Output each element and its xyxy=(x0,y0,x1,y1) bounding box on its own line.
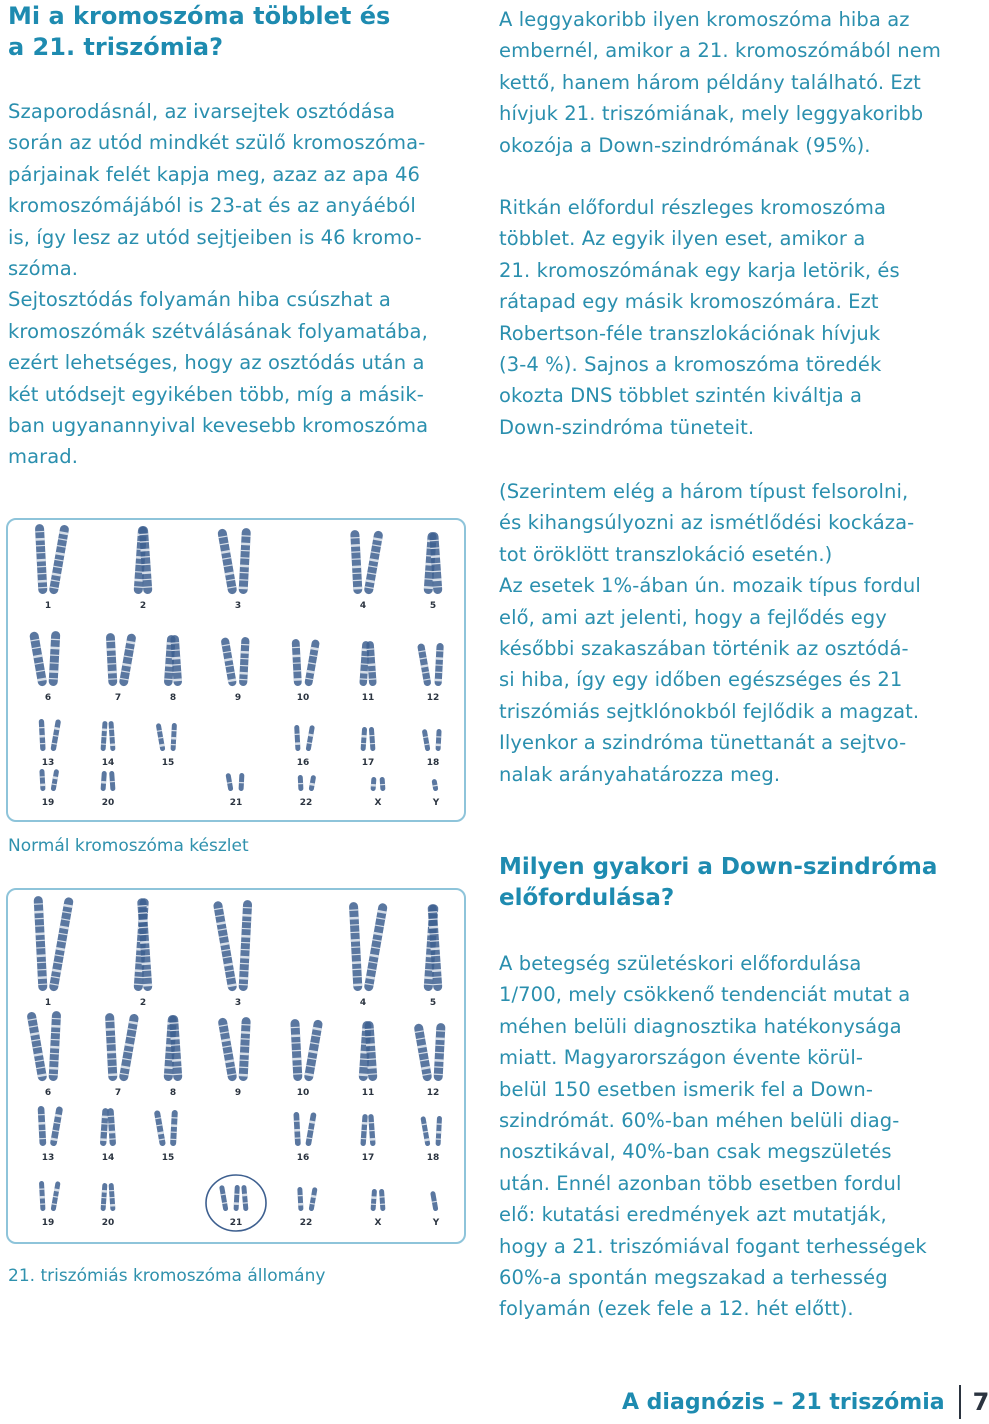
text-line: után. Ennél azonban több esetben fordul xyxy=(499,1171,902,1195)
chromosome-shape xyxy=(49,631,61,686)
chromosome-number-label: 4 xyxy=(359,601,367,611)
section-title-frequency xyxy=(499,852,937,914)
chromosome-shape xyxy=(434,643,443,686)
chromosome-shape xyxy=(29,631,47,687)
chromosome-shape xyxy=(371,1189,378,1211)
text-line: elő: kutatási eredmények azt mutatják, xyxy=(499,1203,887,1227)
chromosome-shape xyxy=(108,721,115,751)
text-line: 60%-a spontán megszakad a terhesség xyxy=(499,1266,888,1290)
chromosome-shape xyxy=(306,725,315,751)
chromosome-number-label: 8 xyxy=(169,693,177,703)
chromosome-shape xyxy=(101,771,107,791)
text-line: hogy a 21. triszómiával fogant terhességek xyxy=(499,1234,927,1258)
page-number: 7 xyxy=(972,1388,989,1416)
chromosome-shape xyxy=(220,637,237,687)
chromosome-shape xyxy=(422,729,431,752)
chromosome-number-label: Y xyxy=(432,1218,440,1228)
chromosome-shape xyxy=(239,1017,251,1081)
chromosome-shape xyxy=(369,727,376,751)
chromosome-number-label: 3 xyxy=(234,998,242,1008)
text-line: tot öröklött transzlokáció esetén.) xyxy=(499,542,833,566)
text-line: 1/700, mely csökkenő tendenciát mutat a xyxy=(499,983,911,1007)
chromosome-shape xyxy=(241,1185,248,1211)
chromosome-number-label: 4 xyxy=(359,998,367,1008)
chromosome-shape xyxy=(239,637,250,686)
chromosome-number-label: 22 xyxy=(299,1218,313,1228)
text-line: Ritkán előfordul részleges kromoszóma xyxy=(499,196,887,219)
chromosome-number-label: 7 xyxy=(114,693,122,703)
chromosome-number-label: 5 xyxy=(429,998,437,1008)
chromosome-shape xyxy=(234,1185,240,1211)
text-line: folyamán (ezek fele a 12. hét előtt). xyxy=(499,1297,854,1321)
paragraph-frequency xyxy=(499,948,927,1325)
text-line: miatt. Magyarországon évente körül- xyxy=(499,1046,864,1070)
chromosome-number-label: 16 xyxy=(296,1153,310,1163)
chromosome-number-label: 22 xyxy=(299,798,313,808)
chromosome-number-label: 10 xyxy=(296,693,310,703)
chromosome-shape xyxy=(154,1110,166,1146)
chromosome-number-label: 7 xyxy=(114,1088,122,1098)
text-line: szindrómát. 60%-ban méhen belüli diag- xyxy=(499,1109,900,1133)
chromosome-shape xyxy=(436,1116,443,1146)
normal-karyotype-image xyxy=(6,518,466,822)
chromosome-number-label: 8 xyxy=(169,1088,177,1098)
chromosome-shape xyxy=(297,1187,303,1211)
footer-section-title: A diagnózis – 21 triszómia xyxy=(622,1389,945,1415)
chromosome-shape xyxy=(309,775,317,792)
normal-karyotype-svg xyxy=(8,520,464,820)
chromosome-number-label: 12 xyxy=(426,1088,440,1098)
chromosome-shape xyxy=(436,729,442,751)
text-line: Robertson-féle transzlokációnak hívjuk xyxy=(499,321,881,345)
chromosome-shape xyxy=(366,641,377,686)
chromosome-shape xyxy=(380,777,386,791)
chromosome-shape xyxy=(350,530,362,594)
text-line: kromoszómájából is 23-at és az anyáéból xyxy=(8,194,416,218)
chromosome-shape xyxy=(309,1187,318,1212)
chromosome-shape xyxy=(417,643,432,687)
chromosome-number-label: 6 xyxy=(44,1088,52,1098)
chromosome-shape xyxy=(430,1191,438,1212)
title-line: előfordulása? xyxy=(499,885,675,911)
chromosome-number-label: 5 xyxy=(429,601,437,611)
chromosome-shape xyxy=(294,725,300,751)
chromosome-shape xyxy=(101,721,108,751)
text-line: és kihangsúlyozni az ismétlődési kockáza- xyxy=(499,511,915,535)
chromosome-shape xyxy=(119,633,137,687)
chromosome-shape xyxy=(217,528,237,595)
text-line: A betegség születéskori előfordulása xyxy=(499,952,862,975)
chromosome-shape xyxy=(239,900,253,991)
section-title-trisomy xyxy=(8,1,390,63)
chromosome-shape xyxy=(49,897,74,992)
trisomy-karyotype-caption: 21. triszómiás kromoszóma állomány xyxy=(8,1266,326,1286)
chromosome-number-label: 17 xyxy=(361,1153,375,1163)
text-line: méhen belüli diagnosztika hatékonysága xyxy=(499,1014,902,1038)
chromosome-number-label: 15 xyxy=(161,758,175,768)
text-line: Az esetek 1%-ában ún. mozaik típus fordul xyxy=(499,574,921,598)
chromosome-number-label: 18 xyxy=(426,1153,440,1163)
text-line: ezért lehetséges, hogy az osztódás után a xyxy=(8,351,425,375)
chromosome-shape xyxy=(171,723,177,751)
text-line: (3-4 %). Sajnos a kromoszóma töredék xyxy=(499,353,882,377)
chromosome-number-label: 18 xyxy=(426,758,440,768)
chromosome-number-label: 14 xyxy=(101,1153,115,1163)
chromosome-shape xyxy=(434,1023,446,1081)
text-line: kettő, hanem három példány található. Ezt xyxy=(499,70,921,94)
chromosome-shape xyxy=(39,769,45,791)
normal-karyotype-caption: Normál kromoszóma készlet xyxy=(8,836,249,856)
chromosome-shape xyxy=(156,723,166,751)
chromosome-shape xyxy=(368,1114,376,1146)
text-line: szóma. xyxy=(8,257,79,281)
chromosome-shape xyxy=(305,1112,316,1146)
text-line: belül 150 esetben ismerik fel a Down- xyxy=(499,1077,874,1101)
chromosome-shape xyxy=(38,1106,47,1146)
intro-paragraph xyxy=(8,96,428,473)
paragraph-mosaic xyxy=(499,476,921,790)
chromosome-shape xyxy=(106,633,118,686)
text-line: Ilyenkor a szindróma tünettanát a sejtvo- xyxy=(499,731,907,755)
chromosome-shape xyxy=(293,1112,300,1146)
text-line: okozója a Down-szindrómának (95%). xyxy=(499,133,871,157)
chromosome-shape xyxy=(304,639,320,687)
chromosome-shape xyxy=(51,1181,61,1211)
text-line: párjainak felét kapja meg, azaz az apa 46 xyxy=(8,162,420,186)
chromosome-shape xyxy=(50,719,61,751)
chromosome-shape xyxy=(35,524,48,594)
text-line: is, így lesz az utód sejtjeiben is 46 kromo- xyxy=(8,225,422,249)
chromosome-number-label: 20 xyxy=(101,1218,115,1228)
chromosome-shape xyxy=(107,1108,116,1146)
title-line: Mi a kromoszóma többlet és xyxy=(8,2,391,30)
chromosome-shape xyxy=(360,1114,368,1146)
text-line: során az utód mindkét szülő kromoszóma- xyxy=(8,131,426,155)
chromosome-shape xyxy=(371,777,377,791)
chromosome-number-label: 15 xyxy=(161,1153,175,1163)
text-line: ban ugyanannyival kevesebb kromoszóma xyxy=(8,414,429,438)
chromosome-number-label: 1 xyxy=(44,601,52,611)
chromosome-number-label: 2 xyxy=(139,601,147,611)
chromosome-shape xyxy=(431,779,438,792)
page-footer xyxy=(622,1382,989,1422)
chromosome-shape xyxy=(34,896,48,991)
text-line: 21. kromoszómának egy karja letörik, és xyxy=(499,258,900,282)
text-line: hívjuk 21. triszómiának, mely leggyakoribb xyxy=(499,102,924,126)
chromosome-shape xyxy=(361,727,368,751)
text-line: nosztikával, 40%-ban csak megszületés xyxy=(499,1140,892,1164)
chromosome-shape xyxy=(413,1023,432,1082)
chromosome-number-label: 13 xyxy=(41,1153,55,1163)
chromosome-shape xyxy=(100,1108,109,1146)
chromosome-shape xyxy=(39,1181,46,1211)
text-line: triszómiás sejtklónokból fejlődik a magzat. xyxy=(499,699,920,723)
text-line: (Szerintem elég a három típust felsorolni, xyxy=(499,480,909,503)
chromosome-shape xyxy=(119,1013,140,1082)
chromosome-shape xyxy=(349,902,363,991)
chromosome-shape xyxy=(290,1019,302,1081)
text-line: A leggyakoribb ilyen kromoszóma hiba az xyxy=(499,8,910,31)
chromosome-shape xyxy=(109,771,115,791)
chromosome-shape xyxy=(50,1106,64,1147)
text-line: két utódsejt egyikében több, míg a másik- xyxy=(8,382,424,406)
chromosome-number-label: 17 xyxy=(361,758,375,768)
text-line: Szaporodásnál, az ivarsejtek osztódása xyxy=(8,100,396,123)
title-line: a 21. triszómia? xyxy=(8,33,224,61)
text-line: rátapad egy másik kromoszómára. Ezt xyxy=(499,290,879,314)
paragraph-translocation xyxy=(499,192,900,443)
trisomy-karyotype-svg xyxy=(8,890,464,1242)
chromosome-shape xyxy=(101,1183,108,1211)
chromosome-number-label: 1 xyxy=(44,998,52,1008)
title-line: Milyen gyakori a Down-szindróma xyxy=(499,854,938,880)
chromosome-number-label: 3 xyxy=(234,601,242,611)
chromosome-shape xyxy=(219,1185,228,1211)
chromosome-number-label: 11 xyxy=(361,693,375,703)
chromosome-number-label: 13 xyxy=(41,758,55,768)
footer-divider xyxy=(959,1385,961,1419)
chromosome-shape xyxy=(49,524,70,594)
chromosome-shape xyxy=(298,775,304,791)
chromosome-number-label: 10 xyxy=(296,1088,310,1098)
chromosome-shape xyxy=(364,903,388,992)
text-line: embernél, amikor a 21. kromoszómából nem xyxy=(499,39,941,63)
chromosome-number-label: 9 xyxy=(234,693,242,703)
chromosome-number-label: Y xyxy=(432,798,440,808)
trisomy-karyotype-image xyxy=(6,888,466,1244)
chromosome-number-label: 16 xyxy=(296,758,310,768)
chromosome-shape xyxy=(170,1110,178,1146)
text-line: elő, ami azt jelenti, hogy a fejlődés egy xyxy=(499,605,887,629)
chromosome-number-label: 14 xyxy=(101,758,115,768)
chromosome-shape xyxy=(379,1189,386,1211)
chromosome-number-label: 11 xyxy=(361,1088,375,1098)
chromosome-shape xyxy=(225,773,233,792)
chromosome-number-label: 21 xyxy=(229,798,243,808)
chromosome-shape xyxy=(239,773,245,791)
chromosome-shape xyxy=(39,719,46,751)
text-line: kromoszómák szétválásának folyamatába, xyxy=(8,319,428,343)
chromosome-number-label: X xyxy=(374,798,382,808)
text-line: későbbi szakaszában történik az osztódá- xyxy=(499,637,909,661)
chromosome-shape xyxy=(109,1183,116,1211)
text-line: okozta DNS többlet szintén kiváltja a xyxy=(499,384,863,408)
chromosome-shape xyxy=(304,1019,324,1082)
chromosome-number-label: 19 xyxy=(41,798,55,808)
chromosome-shape xyxy=(26,1011,47,1081)
chromosome-shape xyxy=(364,530,384,595)
text-line: Sejtosztódás folyamán hiba csúszhat a xyxy=(8,288,391,312)
chromosome-number-label: 19 xyxy=(41,1218,55,1228)
paragraph-common-error xyxy=(499,4,941,161)
chromosome-shape xyxy=(213,901,238,992)
text-line: többlet. Az egyik ilyen eset, amikor a xyxy=(499,227,866,251)
chromosome-shape xyxy=(292,639,302,686)
chromosome-shape xyxy=(239,528,251,594)
chromosome-shape xyxy=(49,1011,62,1081)
chromosome-shape xyxy=(420,1116,430,1146)
chromosome-number-label: 21 xyxy=(229,1218,243,1228)
text-line: Down-szindróma tüneteit. xyxy=(499,415,755,439)
text-line: nalak arányahatározza meg. xyxy=(499,762,781,786)
text-line: si hiba, így egy időben egészséges és 21 xyxy=(499,668,903,692)
chromosome-number-label: X xyxy=(374,1218,382,1228)
chromosome-shape xyxy=(51,769,60,792)
chromosome-shape xyxy=(217,1017,237,1082)
chromosome-number-label: 9 xyxy=(234,1088,242,1098)
chromosome-number-label: 20 xyxy=(101,798,115,808)
chromosome-number-label: 12 xyxy=(426,693,440,703)
chromosome-number-label: 6 xyxy=(44,693,52,703)
chromosome-number-label: 2 xyxy=(139,998,147,1008)
chromosome-shape xyxy=(105,1013,118,1081)
text-line: marad. xyxy=(8,445,79,469)
